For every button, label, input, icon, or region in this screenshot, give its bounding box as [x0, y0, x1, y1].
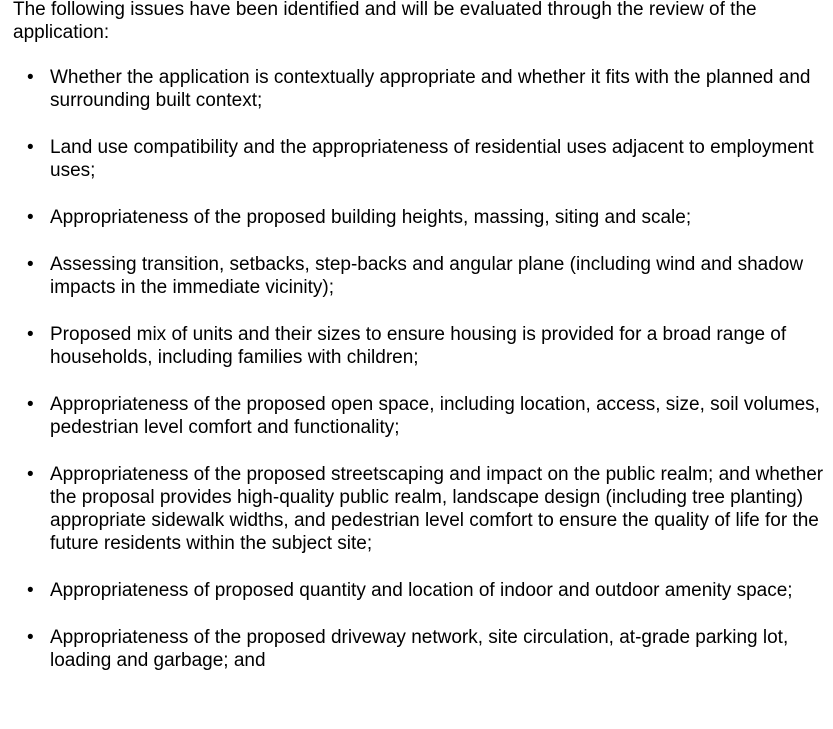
list-item [13, 579, 825, 602]
bullet-icon: • [27, 580, 34, 601]
bullet-icon: • [27, 137, 34, 158]
bullet-icon: • [27, 627, 34, 648]
issue-text: Appropriateness of the proposed building heights, massing, siting and scale; [50, 207, 692, 228]
document-page [13, 0, 825, 696]
bullet-icon: • [27, 324, 34, 345]
issue-text: Whether the application is contextually appropriate and whether it fits with the planned and surrounding built context; [50, 67, 811, 111]
list-item [13, 206, 825, 229]
intro-paragraph: The following issues have been identified and will be evaluated through the review of the application: [13, 0, 757, 43]
issue-text: Appropriateness of the proposed driveway network, site circulation, at-grade parking lot, loading and garbage; and [50, 627, 789, 671]
issue-text: Appropriateness of the proposed streetscaping and impact on the public realm; and whether the proposal provides high-quality public realm, landscape design (including tree planting) appropriate sidewalk widths, and pedestrian level comfort to ensure the quality of life for the future residents within the subject site; [50, 464, 824, 554]
bullet-icon: • [27, 207, 34, 228]
bullet-icon: • [27, 394, 34, 415]
list-item [13, 136, 825, 182]
list-item [13, 393, 825, 439]
bullet-icon: • [27, 464, 34, 485]
list-item [13, 253, 825, 299]
issue-text: Appropriateness of proposed quantity and location of indoor and outdoor amenity space; [50, 580, 793, 601]
issue-text: Assessing transition, setbacks, step-backs and angular plane (including wind and shadow impacts in the immediate vicinity); [50, 254, 804, 298]
bullet-icon: • [27, 67, 34, 88]
list-item [13, 66, 825, 112]
issue-text: Appropriateness of the proposed open space, including location, access, size, soil volumes, pedestrian level comfort and functionality; [50, 394, 820, 438]
list-item [13, 463, 825, 555]
issue-text: Land use compatibility and the appropriateness of residential uses adjacent to employment uses; [50, 137, 814, 181]
list-item [13, 626, 825, 672]
bullet-icon: • [27, 254, 34, 275]
list-item [13, 323, 825, 369]
issues-list [13, 66, 825, 672]
issue-text: Proposed mix of units and their sizes to ensure housing is provided for a broad range of households, including families with children; [50, 324, 787, 368]
